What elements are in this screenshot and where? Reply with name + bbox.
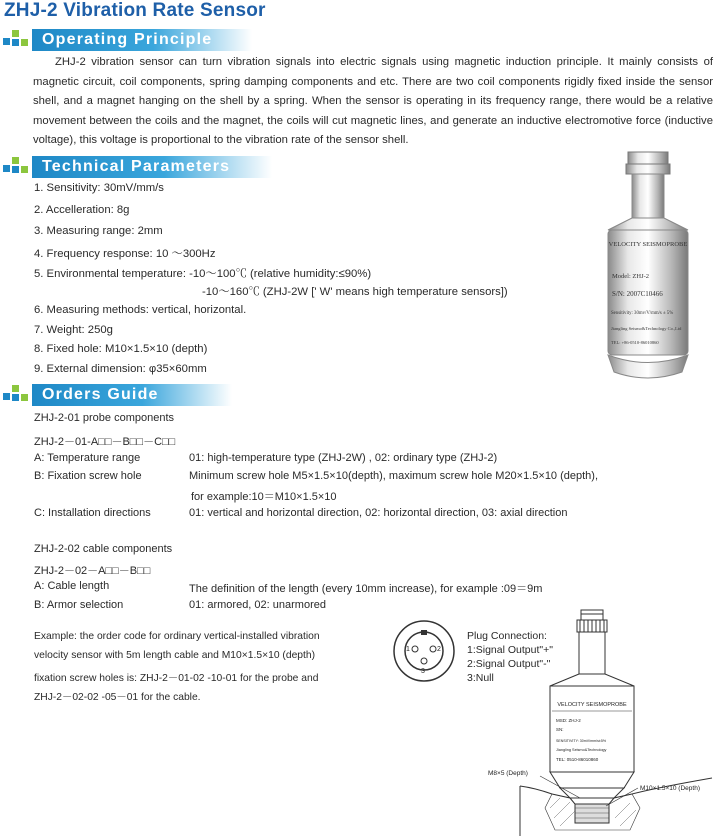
param-item: 8. Fixed hole: M10×1.5×10 (depth) (34, 343, 208, 355)
probe-row-value: Minimum screw hole M5×1.5×10(depth), maximum screw hole M20×1.5×10 (depth), (189, 470, 599, 482)
m8-label: M8×5 (Depth) (488, 770, 528, 777)
cable-code: ZHJ-2－02－A□□－B□□ (34, 565, 151, 577)
param-item: 1. Sensitivity: 30mV/mm/s (34, 182, 164, 194)
sensor-label-brand: VELOCITY SEISMOPROBE (608, 241, 688, 248)
probe-row-key: C: Installation directions (34, 507, 151, 519)
probe-row-key: B: Fixation screw hole (34, 470, 142, 482)
example-line: velocity sensor with 5m length cable and M10×1.5×10 (depth) (34, 650, 316, 661)
plug-line: 3:Null (467, 672, 494, 684)
param-item: 9. External dimension: φ35×60mm (34, 363, 207, 375)
param-item: 7. Weight: 250g (34, 324, 113, 336)
drawing-sensitivity: SENSITIVITY: 30mV/mm/s±5% (556, 739, 607, 743)
section-header-principle: Operating Principle (32, 29, 252, 51)
section-bullet-icon (3, 385, 29, 405)
drawing-sn: SN: (556, 727, 564, 732)
cable-row-key: A: Cable length (34, 580, 110, 592)
section-bullet-icon (3, 157, 29, 177)
pin-label: 3 (421, 668, 425, 675)
param-item: 3. Measuring range: 2mm (34, 225, 163, 237)
drawing-model: MSD: ZHJ-2 (556, 718, 581, 723)
sensor-label-company: Jiangling Seismo&Technology Co.,Ltd (611, 326, 682, 331)
param-item: 5. Environmental temperature: -10～100℃ (relative humidity:≤90%) (34, 268, 372, 280)
cable-row-value: 01: armored, 02: unarmored (189, 599, 326, 611)
cable-row-key: B: Armor selection (34, 599, 124, 611)
pin-label: 2 (437, 646, 441, 653)
sensor-mounting-drawing (480, 608, 720, 836)
sensor-label-sn: S/N: 2007C10466 (612, 290, 663, 298)
probe-row-value: 01: vertical and horizontal direction, 02: horizontal direction, 03: axial direction (189, 507, 568, 519)
probe-code: ZHJ-2－01-A□□－B□□－C□□ (34, 436, 176, 448)
param-item: 4. Frequency response: 10 ～300Hz (34, 248, 216, 260)
probe-title: ZHJ-2-01 probe components (34, 412, 175, 424)
sensor-label-sensitivity: Sensitivity: 30mv/V/mm/s ± 5% (611, 311, 674, 316)
plug-title: Plug Connection: (467, 630, 547, 642)
probe-row-value: for example:10＝M10×1.5×10 (191, 491, 337, 503)
example-line: fixation screw holes is: ZHJ-2－01-02 -10-01 for the probe and (34, 673, 319, 684)
m10-label: M10×1.5×10 (Depth) (640, 785, 700, 792)
plug-connector-diagram (388, 618, 460, 688)
sensor-label-tel: TEL: +86-0510-86010860 (611, 340, 659, 345)
section-bullet-icon (3, 30, 29, 50)
page-title: ZHJ-2 Vibration Rate Sensor (4, 0, 266, 21)
plug-line: 2:Signal Output"-" (467, 658, 551, 670)
drawing-tel: TEL: 0510-86010860 (556, 757, 599, 762)
section-header-technical: Technical Parameters (32, 156, 272, 178)
sensor-photo (590, 150, 705, 390)
pin-label: 1 (406, 646, 410, 653)
cable-title: ZHJ-2-02 cable components (34, 543, 173, 555)
example-line: ZHJ-2－02-02 -05－01 for the cable. (34, 692, 201, 703)
sensor-label-model: Model: ZHJ-2 (612, 273, 650, 280)
drawing-company: Jiangling Seismo&Technology (556, 748, 607, 752)
param-item: -10～160℃ (ZHJ-2W [' W' means high temperature sensors]) (202, 286, 508, 298)
drawing-brand: VELOCITY SEISMOPROBE (557, 702, 627, 708)
probe-row-value: 01: high-temperature type (ZHJ-2W) , 02: ordinary type (ZHJ-2) (189, 452, 498, 464)
example-line: Example: the order code for ordinary vertical-installed vibration (34, 631, 320, 642)
plug-line: 1:Signal Output"+" (467, 644, 553, 656)
param-item: 6. Measuring methods: vertical, horizontal. (34, 304, 247, 316)
param-item: 2. Accelleration: 8g (34, 204, 130, 216)
principle-text: ZHJ-2 vibration sensor can turn vibration signals into electric signals using magnetic induction principle. It mainly consists of magnetic circuit, coil components, spring damping components and etc. There are two coil components rigidly fixed inside the sensor shell, and a magnet hanging on the shell by a spring. When the sensor is operating in its frequency range, there would be a relative movement between the coils and the magnet, the coils will cut magnetic lines, and generate an inductive electromotive force (inductive voltage), this voltage is proportional to the vibration rate of the sensor shell. (33, 56, 713, 146)
probe-row-key: A: Temperature range (34, 452, 141, 464)
section-header-orders: Orders Guide (32, 384, 232, 406)
cable-row-value: The definition of the length (every 10mm increase), for example :09＝9m (189, 583, 543, 595)
